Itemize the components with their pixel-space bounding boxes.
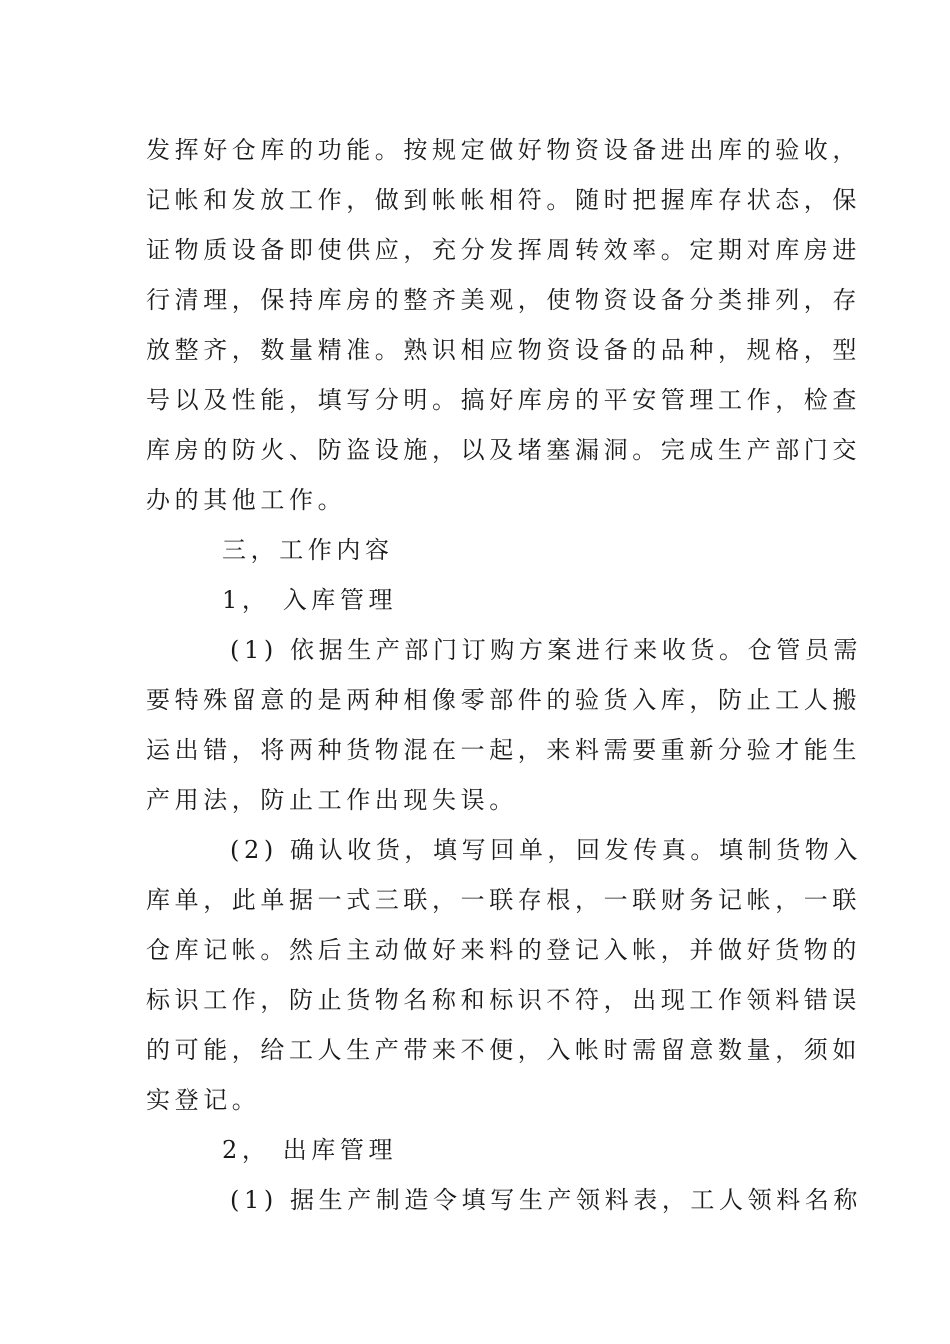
text-line: 产用法，防止工作出现失误。 bbox=[146, 786, 518, 814]
text-line: 发挥好仓库的功能。按规定做好物资设备进出库的验收， bbox=[146, 136, 861, 164]
text-line: 库单，此单据一式三联，一联存根，一联财务记帐，一联 bbox=[146, 886, 861, 914]
text-line: 证物质设备即使供应，充分发挥周转效率。定期对库房进 bbox=[146, 236, 861, 264]
text-line: 记帐和发放工作，做到帐帐相符。随时把握库存状态，保 bbox=[146, 186, 861, 214]
text-line: 办的其他工作。 bbox=[146, 486, 347, 514]
paragraph-first-line: (1) 据生产制造令填写生产领料表，工人领料名称 bbox=[230, 1186, 863, 1214]
text-line: 标识工作，防止货物名称和标识不符，出现工作领料错误 bbox=[146, 986, 861, 1014]
text-line: 运出错，将两种货物混在一起，来料需要重新分验才能生 bbox=[146, 736, 861, 764]
subsection-heading: 2， 出库管理 bbox=[222, 1136, 398, 1164]
paragraph-first-line: (1) 依据生产部门订购方案进行来收货。仓管员需 bbox=[230, 636, 863, 664]
text-line: 实登记。 bbox=[146, 1086, 261, 1114]
section-heading: 三，工作内容 bbox=[222, 536, 394, 564]
subsection-heading: 1， 入库管理 bbox=[222, 586, 398, 614]
text-line: 要特殊留意的是两种相像零部件的验货入库，防止工人搬 bbox=[146, 686, 861, 714]
paragraph-first-line: (2) 确认收货，填写回单，回发传真。填制货物入 bbox=[230, 836, 863, 864]
text-line: 仓库记帐。然后主动做好来料的登记入帐，并做好货物的 bbox=[146, 936, 861, 964]
text-line: 的可能，给工人生产带来不便，入帐时需留意数量，须如 bbox=[146, 1036, 861, 1064]
text-line: 号以及性能，填写分明。搞好库房的平安管理工作，检查 bbox=[146, 386, 861, 414]
text-line: 库房的防火、防盗设施，以及堵塞漏洞。完成生产部门交 bbox=[146, 436, 861, 464]
text-line: 行清理，保持库房的整齐美观，使物资设备分类排列，存 bbox=[146, 286, 861, 314]
text-line: 放整齐，数量精准。熟识相应物资设备的品种，规格，型 bbox=[146, 336, 861, 364]
